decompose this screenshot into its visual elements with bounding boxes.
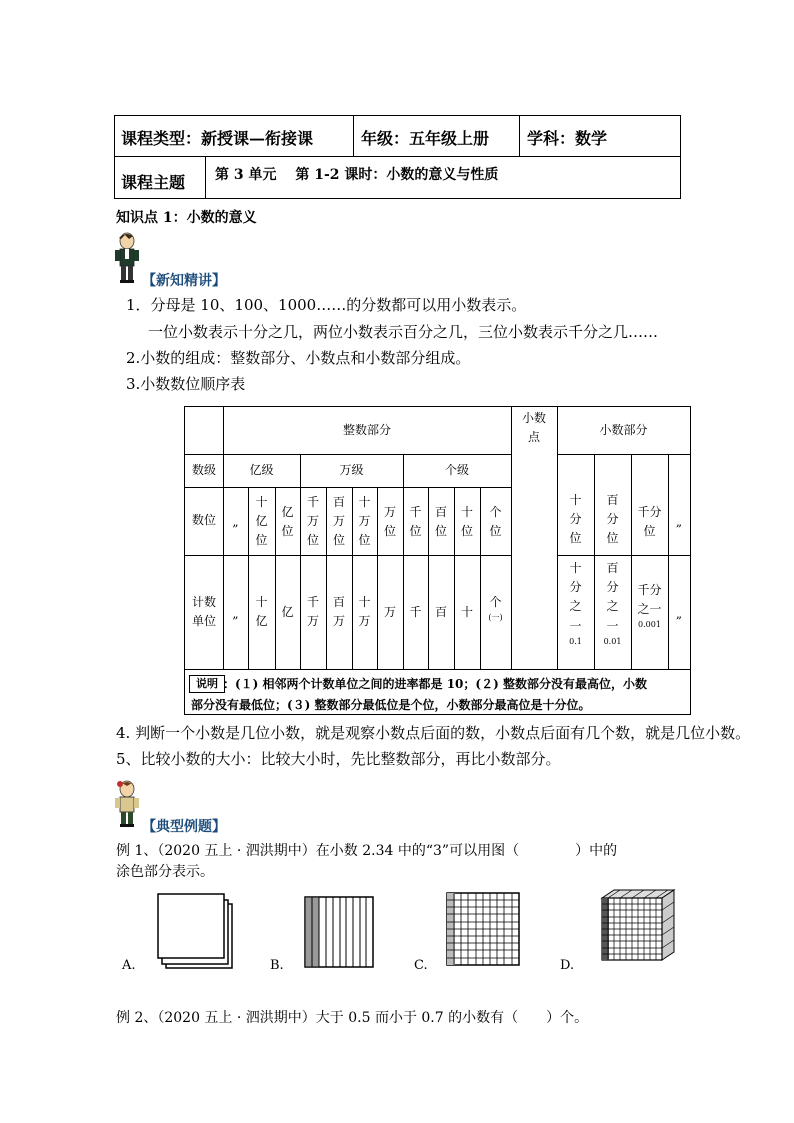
dec-unit-cell: 十 分 之 一 0.1 [569,561,582,646]
unit-cell: „ [232,607,239,621]
option-c[interactable]: C. [414,958,428,973]
strips-figure [304,896,376,970]
topic-label: 课程主题 [121,173,186,192]
point-2: 2.小数的组成：整数部分、小数点和小数部分组成。 [126,349,471,367]
example-2: 例 2、（2020 五上 · 泗洪期中）大于 0.5 而小于 0.7 的小数有（ ）个。 [116,1010,589,1026]
dec-place-cell: 百 分 位 [606,493,619,546]
section-new-knowledge: 【新知精讲】 [142,273,226,289]
place-cell: 十 位 [460,505,473,539]
decimal-part-header: 小数部分 [599,423,648,437]
course-type: 课程类型：新授课—衔接课 [121,129,314,148]
place-cell: 十 亿 位 [255,495,268,548]
point-5: 5、比较小数的大小：比较大小时，先比整数部分，再比小数部分。 [116,750,561,768]
unit-cell: 百 [434,605,447,619]
point-1b: 一位小数表示十分之几，两位小数表示百分之几，三位小数表示千分之几…… [148,323,659,341]
topic-value: 第 3 单元 第 1-2 课时：小数的意义与性质 [215,167,499,183]
note-line-2: 部分没有最低位；(３) 整数部分最低位是个位，小数部分最高位是十分位。 [191,698,591,712]
row-label-level: 数级 [191,463,216,477]
point-1: 1．分母是 10、100、1000……的分数都可以用小数表示。 [126,296,527,314]
row-label-unit: 计数 单位 [191,595,216,629]
unit-cell: 十 万 [358,595,371,629]
place-cell: 个 位 [489,505,502,539]
dec-place-cell: 千分 位 [637,505,662,539]
header-divider [519,116,520,156]
unit-cell: 千 [409,605,422,619]
place-cell: 万 位 [383,505,396,539]
unit-cell: 十 亿 [255,595,268,629]
dec-unit-cell: 千分 之一 0.001 [637,583,662,630]
place-cell: 百 万 位 [332,495,345,548]
unit-cell: 个 (一) [488,595,503,623]
level-ge: 个级 [444,463,469,477]
unit-cell: 万 [383,605,396,619]
dec-place-cell: 十 分 位 [569,493,582,546]
note-label: 说明 [189,675,225,693]
option-b[interactable]: B. [270,958,284,973]
subject: 学科：数学 [527,129,608,148]
stacked-squares-figure [156,890,238,972]
place-cell: 亿 位 [281,505,294,539]
dec-unit-cell: 百 分 之 一 0.01 [603,561,622,646]
point-3: 3.小数数位顺序表 [126,375,246,393]
note-line-1: ：(１) 相邻两个计数单位之间的进率都是 10；(２) 整数部分没有最高位，小数 [223,677,647,691]
header-divider [205,156,206,198]
level-wan: 万级 [339,463,364,477]
course-info-table [114,115,681,199]
dec-unit-cell: „ [675,607,683,621]
decimal-place-table [184,406,691,715]
unit-cell: 千 万 [306,595,319,629]
option-a[interactable]: A. [122,958,136,973]
unit-cell: 亿 [281,605,294,619]
cube-figure [592,888,676,972]
place-cell: 十 万 位 [358,495,371,548]
option-d[interactable]: D. [560,958,575,973]
grid-figure [446,892,522,968]
example-1-line-1: 例 1、（2020 五上 · 泗洪期中）在小数 2.34 中的“3”可以用图（ ）中的 [116,843,618,859]
place-cell: 千 位 [409,505,422,539]
point-4: 4. 判断一个小数是几位小数，就是观察小数点后面的数，小数点后面有几个数，就是几位小数。 [116,724,751,742]
unit-cell: 十 [460,605,473,619]
header-row-divider [115,156,680,157]
section-examples: 【典型例题】 [142,819,226,835]
place-cell: 百 位 [434,505,447,539]
unit-cell: 百 万 [332,595,345,629]
row-label-place: 数位 [191,513,216,527]
decimal-point-header: 小数 点 [521,411,546,445]
place-cell: 千 万 位 [306,495,319,548]
level-yi: 亿级 [249,463,274,477]
header-divider [353,116,354,156]
grade: 年级：五年级上册 [361,129,490,148]
place-cell: „ [232,515,239,529]
dec-place-cell: „ [675,515,683,529]
integer-part-header: 整数部分 [342,423,391,437]
student-figure-icon [114,780,140,828]
example-1-line-2: 涂色部分表示。 [116,864,214,880]
knowledge-point-title: 知识点 1：小数的意义 [116,210,257,226]
teacher-figure-icon [114,232,140,284]
